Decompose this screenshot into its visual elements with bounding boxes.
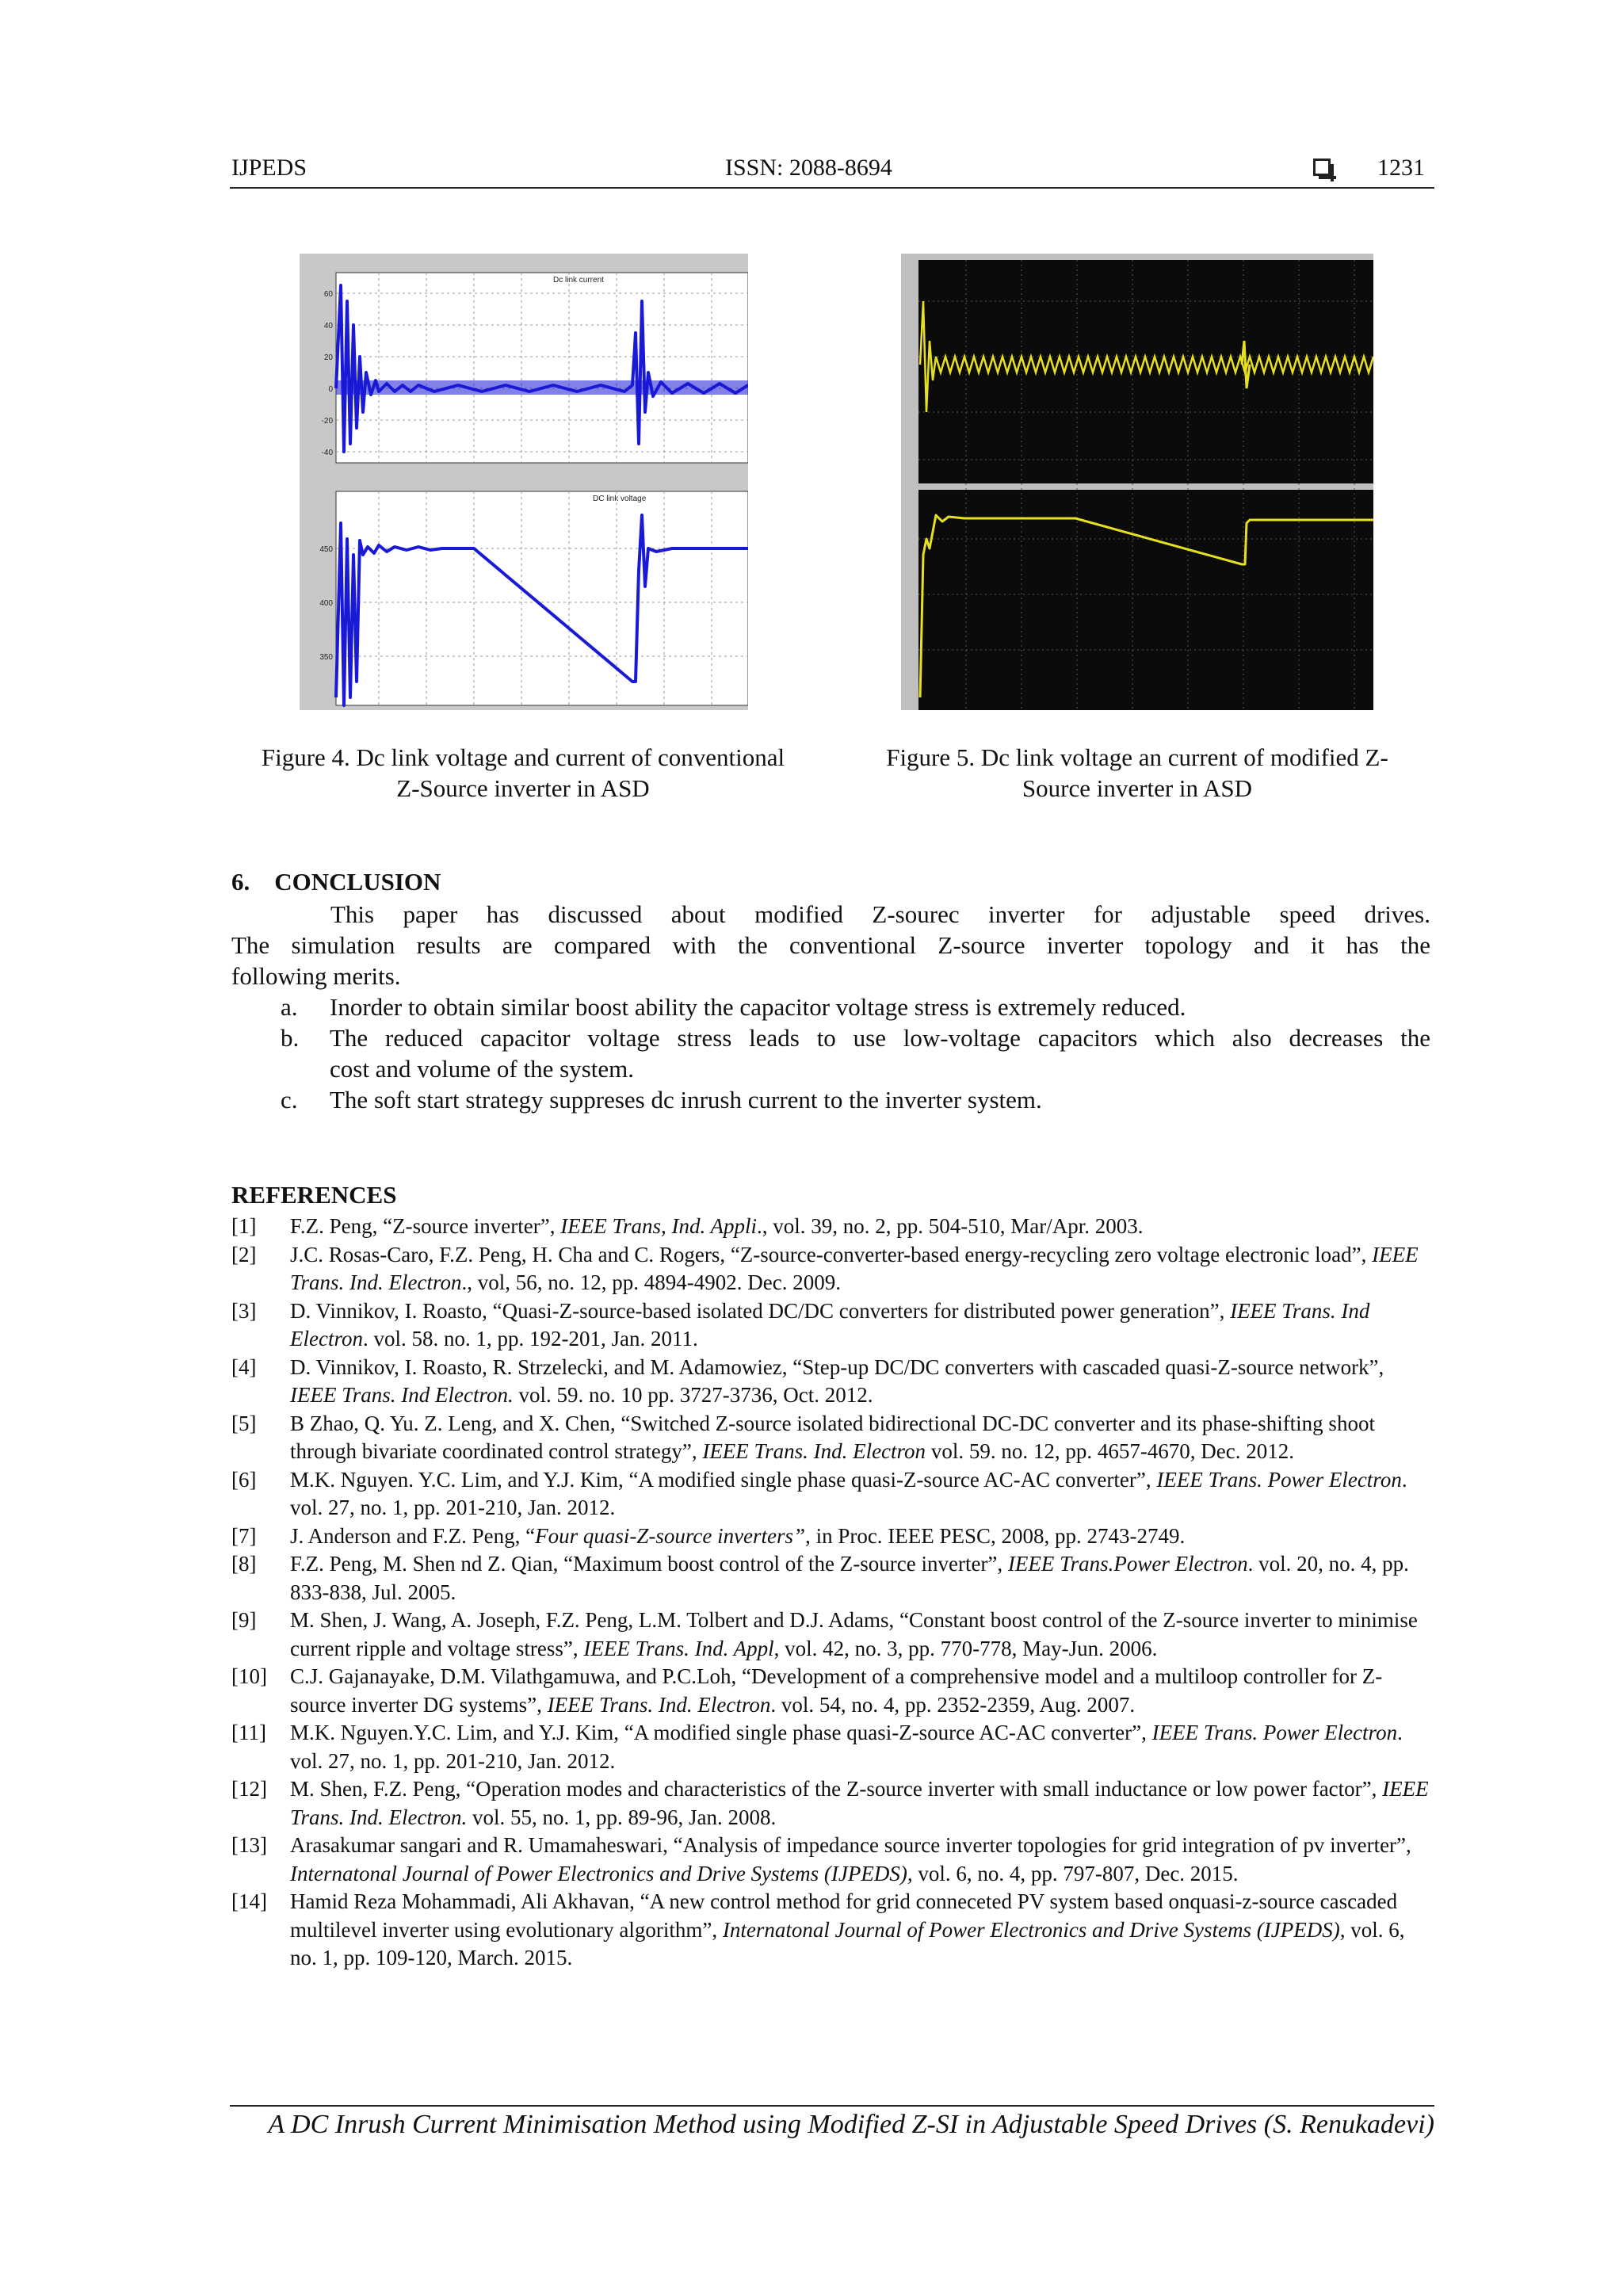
reference-venue: IEEE Trans. Ind. Electron — [702, 1439, 926, 1463]
fig4-tick: 0 — [328, 385, 333, 394]
reference-number: [4] — [231, 1354, 257, 1379]
list-marker: c. — [281, 1086, 298, 1114]
reference-number: [14] — [231, 1889, 267, 1913]
reference-item — [231, 1888, 1434, 1973]
reference-number: [10] — [231, 1664, 267, 1688]
reference-text — [290, 1410, 1434, 1466]
caption-line: Source inverter in ASD — [1022, 774, 1253, 802]
reference-part: vol. 59. no. 10 pp. 3727-3736, Oct. 2012. — [513, 1383, 873, 1407]
figure-5-caption — [848, 742, 1426, 804]
reference-part: Arasakumar sangari and R. Umamaheswari, “Analysis of impedance source inverter topologies for grid integration of pv inverter”, — [290, 1833, 1411, 1857]
fig4-top-title: Dc link current — [553, 276, 604, 285]
fig4-tick: 450 — [319, 545, 333, 554]
reference-venue: Four quasi-Z-source inverters”, — [535, 1523, 811, 1548]
conclusion-line: This paper has discussed about modified Z-sourec inverter for adjustable speed drives. — [330, 900, 1430, 928]
reference-text — [290, 1354, 1434, 1410]
fig4-tick: -40 — [321, 449, 333, 457]
reference-venue: IEEE Trans. Power Electron — [1151, 1721, 1398, 1744]
reference-part: ., vol. 39, no. 2, pp. 504-510, Mar/Apr. 2003. — [756, 1214, 1144, 1238]
reference-text — [290, 1297, 1434, 1354]
reference-list — [231, 1213, 1434, 1973]
reference-venue: IEEE Trans. Ind Electron — [290, 1298, 1370, 1350]
reference-text — [290, 1663, 1434, 1719]
caption-line: Figure 4. Dc link voltage and current of conventional — [261, 743, 785, 771]
reference-number: [11] — [231, 1721, 266, 1744]
reference-part: Hamid Reza Mohammadi, Ali Akhavan, “A new control method for grid conneceted PV system based onquasi-z-source cascaded multilevel inverter using evolutionary algorithm”, — [290, 1889, 1398, 1942]
figure-4-image — [300, 254, 748, 710]
fig4-tick: 400 — [319, 599, 333, 608]
reference-number: [2] — [231, 1242, 257, 1266]
issn: ISSN: 2088-8694 — [725, 155, 892, 181]
checkbox-icon — [1313, 159, 1331, 176]
figure-5-image — [901, 254, 1373, 710]
reference-part: vol. 6, no. 4, pp. 797-807, Dec. 2015. — [912, 1861, 1239, 1885]
reference-item — [231, 1522, 1434, 1551]
reference-part: . vol. 54, no. 4, pp. 2352-2359, Aug. 2007. — [770, 1692, 1136, 1717]
reference-item — [231, 1466, 1434, 1522]
reference-text — [290, 1466, 1434, 1522]
reference-venue: IEEE Trans. Ind. Electron — [547, 1692, 771, 1717]
header-rule — [230, 187, 1434, 189]
conclusion-line: following merits. — [231, 962, 401, 990]
reference-item — [231, 1550, 1434, 1606]
reference-item — [231, 1297, 1434, 1354]
reference-part: M. Shen, F.Z. Peng, “Operation modes and characteristics of the Z-source inverter with small inductance or low power factor”, — [290, 1777, 1383, 1801]
reference-part: , vol. 42, no. 3, pp. 770-778, May-Jun. 2006. — [773, 1636, 1158, 1660]
reference-item — [231, 1606, 1434, 1663]
reference-text — [290, 1775, 1434, 1832]
fig4-tick: -20 — [321, 417, 333, 426]
reference-venue: IEEE Trans. Ind Electron. — [290, 1383, 514, 1407]
reference-part: M.K. Nguyen. Y.C. Lim, and Y.J. Kim, “A modified single phase quasi-Z-source AC-AC converter”, — [290, 1467, 1157, 1492]
reference-number: [5] — [231, 1411, 257, 1435]
reference-venue: Internatonal Journal of Power Electronics and Drive Systems (IJPEDS), — [722, 1917, 1346, 1942]
reference-number: [13] — [231, 1833, 267, 1857]
reference-venue: Internatonal Journal of Power Electronics and Drive Systems (IJPEDS), — [290, 1861, 913, 1885]
reference-part: M.K. Nguyen.Y.C. Lim, and Y.J. Kim, “A modified single phase quasi-Z-source AC-AC converter”, — [290, 1721, 1152, 1744]
reference-part: . vol. 27, no. 1, pp. 201-210, Jan. 2012. — [290, 1721, 1403, 1773]
reference-text — [290, 1888, 1434, 1973]
fig4-bottom-title: DC link voltage — [593, 495, 647, 503]
reference-item — [231, 1775, 1434, 1832]
reference-venue: IEEE Trans. Ind. Electron — [290, 1242, 1419, 1294]
reference-item — [231, 1354, 1434, 1410]
reference-number: [3] — [231, 1298, 257, 1323]
running-footer: A DC Inrush Current Minimisation Method using Modified Z-SI in Adjustable Speed Drives (S. Renukadevi) — [268, 2110, 1434, 2139]
reference-venue: IEEE Trans. Ind. Appl — [583, 1636, 774, 1660]
reference-part: F.Z. Peng, M. Shen nd Z. Qian, “Maximum boost control of the Z-source inverter”, — [290, 1552, 1008, 1576]
reference-part: D. Vinnikov, I. Roasto, “Quasi-Z-source-based isolated DC/DC converters for distributed power generation”, — [290, 1298, 1231, 1323]
reference-part: . vol. 20, no. 4, pp. 833-838, Jul. 2005. — [290, 1552, 1409, 1604]
reference-number: [1] — [231, 1214, 257, 1238]
list-item: cost and volume of the system. — [330, 1055, 634, 1083]
reference-part: C.J. Gajanayake, D.M. Vilathgamuwa, and P.C.Loh, “Development of a comprehensive model and a multiloop controller for Z-source inverter DG systems”, — [290, 1664, 1383, 1717]
reference-part: D. Vinnikov, I. Roasto, R. Strzelecki, and M. Adamowiez, “Step-up DC/DC converters with cascaded quasi-Z-source network”, — [290, 1354, 1384, 1379]
reference-text — [290, 1213, 1434, 1241]
reference-number: [9] — [231, 1608, 257, 1632]
reference-number: [7] — [231, 1523, 257, 1548]
fig4-tick: 60 — [323, 290, 333, 299]
caption-line: Figure 5. Dc link voltage an current of modified Z- — [886, 743, 1388, 771]
reference-part: J. Anderson and F.Z. Peng, “ — [290, 1523, 536, 1548]
reference-part: J.C. Rosas-Caro, F.Z. Peng, H. Cha and C. Rogers, “Z-source-converter-based energy-recycling zero voltage electronic load”, — [290, 1242, 1373, 1266]
reference-part: . vol. 58. no. 1, pp. 192-201, Jan. 2011. — [362, 1327, 698, 1350]
reference-item — [231, 1213, 1434, 1241]
reference-item — [231, 1719, 1434, 1775]
reference-part: ., vol, 56, no. 12, pp. 4894-4902. Dec. 2009. — [461, 1270, 841, 1294]
reference-part: . vol. 27, no. 1, pp. 201-210, Jan. 2012. — [290, 1467, 1407, 1519]
reference-text — [290, 1550, 1434, 1606]
reference-part: M. Shen, J. Wang, A. Joseph, F.Z. Peng, L.M. Tolbert and D.J. Adams, “Constant boost control of the Z-source inverter to minimise current ripple and voltage stress”, — [290, 1608, 1418, 1660]
list-marker: b. — [281, 1024, 300, 1052]
list-item: Inorder to obtain similar boost ability the capacitor voltage stress is extremely reduced. — [330, 993, 1186, 1021]
reference-item — [231, 1832, 1434, 1888]
fig4-tick: 20 — [323, 353, 333, 362]
figure-4-caption — [230, 742, 816, 804]
footer-rule — [230, 2105, 1434, 2107]
references-heading: REFERENCES — [231, 1181, 397, 1209]
reference-part: vol. 55, no. 1, pp. 89-96, Jan. 2008. — [467, 1805, 777, 1829]
reference-number: [12] — [231, 1777, 267, 1801]
conclusion-heading: 6. CONCLUSION — [231, 868, 441, 896]
reference-text — [290, 1719, 1434, 1775]
reference-venue: IEEE Trans. Ind. Electron. — [290, 1777, 1429, 1829]
list-item: The soft start strategy suppreses dc inrush current to the inverter system. — [330, 1086, 1042, 1114]
reference-number: [8] — [231, 1552, 257, 1576]
reference-part: vol. 59. no. 12, pp. 4657-4670, Dec. 2012. — [926, 1439, 1295, 1463]
reference-venue: IEEE Trans.Power Electron — [1007, 1552, 1248, 1576]
conclusion-line: The simulation results are compared with the conventional Z-source inverter topology and it has the — [231, 931, 1430, 959]
fig4-tick: 350 — [319, 653, 333, 662]
list-item: The reduced capacitor voltage stress leads to use low-voltage capacitors which also decreases the — [330, 1024, 1430, 1052]
reference-text — [290, 1832, 1434, 1888]
reference-part: B Zhao, Q. Yu. Z. Leng, and X. Chen, “Switched Z-source isolated bidirectional DC-DC converter and its phase-shifting shoot through bivariate coordinated control strategy”, — [290, 1411, 1375, 1463]
reference-text — [290, 1241, 1434, 1297]
journal-name: IJPEDS — [231, 155, 307, 181]
reference-part: vol. 6, no. 1, pp. 109-120, March. 2015. — [290, 1917, 1405, 1969]
reference-venue: IEEE Trans. Power Electron — [1156, 1467, 1402, 1492]
reference-text — [290, 1522, 1434, 1551]
reference-item — [231, 1241, 1434, 1297]
reference-text — [290, 1606, 1434, 1663]
caption-line: Z-Source inverter in ASD — [396, 774, 650, 802]
fig4-tick: 40 — [323, 322, 333, 330]
reference-item — [231, 1663, 1434, 1719]
reference-part: in Proc. IEEE PESC, 2008, pp. 2743-2749. — [810, 1523, 1186, 1548]
reference-part: F.Z. Peng, “Z-source inverter”, — [290, 1214, 561, 1238]
reference-item — [231, 1410, 1434, 1466]
page-number: 1231 — [1377, 155, 1425, 181]
reference-number: [6] — [231, 1467, 257, 1492]
list-marker: a. — [281, 993, 298, 1021]
reference-venue: IEEE Trans, Ind. Appli — [560, 1214, 757, 1238]
